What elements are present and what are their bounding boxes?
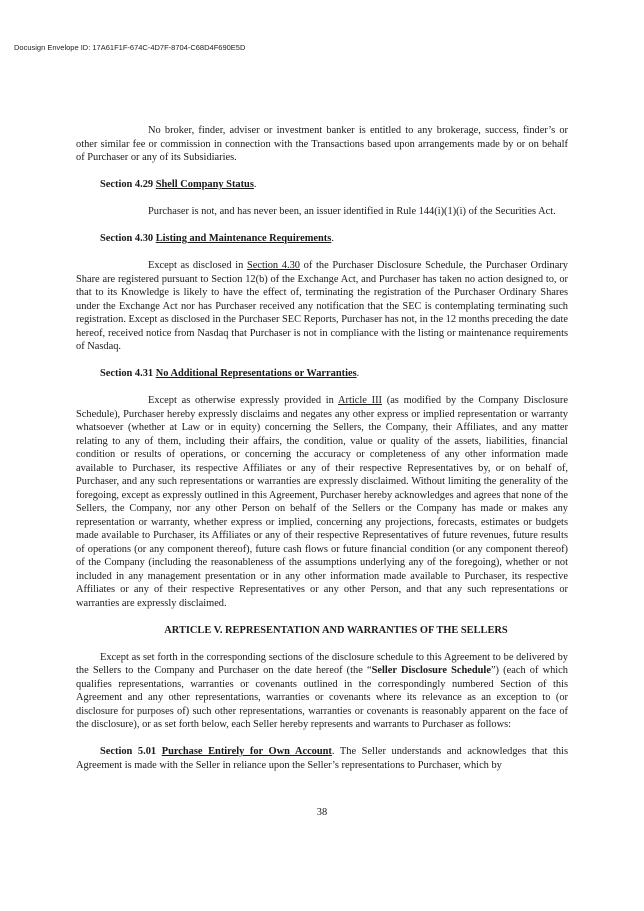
cross-reference-link: Section 4.30 xyxy=(246,260,300,271)
section-4-29-text: Purchaser is not, and has never been, an issuer identified in Rule 144(i)(1)(i) of the Securities Act. xyxy=(148,206,556,217)
section-number: Section 5.01 xyxy=(100,746,157,757)
document-body xyxy=(76,124,568,772)
defined-term: Seller Disclosure Schedule xyxy=(371,665,491,676)
section-number: Section 4.29 xyxy=(100,179,154,190)
section-4-30-heading: Section 4.30 Listing and Maintenance Requirements. xyxy=(100,233,334,244)
section-title: Shell Company Status xyxy=(155,179,254,190)
article-5-intro: Except as set forth in the corresponding sections of the disclosure schedule to this Agreement to be delivered by the Sellers to the Company and Purchaser on the date hereof (the “Seller Disclosure Schedule”) (each of which qualifies representations, warranties or covenants outlined in the correspondingly numbered Section of this Agreement and any other representations, warranties or covenants where its relevance as an exception to (or disclosure for purposes of) such other representations, warranties or covenants is reasonably apparent on the face of the disclosure), or as set forth below, each Seller hereby represents and warrants to Purchaser as follows: xyxy=(76,651,568,730)
section-4-30-text: Except as disclosed in Section 4.30 of the Purchaser Disclosure Schedule, the Purchaser Ordinary Share are registered pursuant to Section 12(b) of the Exchange Act, and Purchaser has taken no action designed to, or that to its Knowledge is likely to have the effect of, terminating the registration of the Purchaser Ordinary Shares under the Exchange Act nor has Purchaser received any notification that the SEC is contemplating terminating such registration. Except as disclosed in the Purchaser SEC Reports, Purchaser has not, in the 12 months preceding the date hereof, received notice from Nasdaq that Purchaser is not in compliance with the listing or maintenance requirements of Nasdaq. xyxy=(76,260,568,352)
docusign-envelope-id: Docusign Envelope ID: 17A61F1F-674C-4D7F-8704-C68D4F690E5D xyxy=(14,43,246,52)
section-4-31-heading: Section 4.31 No Additional Representations or Warranties. xyxy=(100,368,360,379)
broker-paragraph: No broker, finder, adviser or investment banker is entitled to any brokerage, success, finder’s or other similar fee or commission in connection with the Transactions based upon arrangements made by or on behalf of Purchaser or any of its Subsidiaries. xyxy=(76,125,568,163)
section-title: Purchase Entirely for Own Account xyxy=(161,746,332,757)
article-5-title: ARTICLE V. REPRESENTATION AND WARRANTIES OF THE SELLERS xyxy=(164,624,508,636)
section-4-31-text: Except as otherwise expressly provided in Article III (as modified by the Company Disclosure Schedule), Purchaser hereby expressly disclaims and negates any other express or implied representation or warranty whatsoever (whether at Law or in equity) concerning the Sellers, the Company, their Affiliates, and any matter relating to any of them, including their affairs, the condition, value or quality of the assets, liabilities, financial condition or results of operations, or concerning the accuracy or completeness of any other information made available to Purchaser, its respective Affiliates or any of their respective Representatives by, or on behalf of, Purchaser, and any such representations or warranties are expressly disclaimed. Without limiting the generality of the foregoing, except as expressly outlined in this Agreement, Purchaser hereby acknowledges and agrees that none of the Sellers, the Company, nor any other Person on behalf of the Sellers or the Company has made or makes any representation or warranty, whether express or implied, concerning any projections, forecasts, estimates or budgets made available to Purchaser, its Affiliates or any of their respective Representatives of future revenues, future results of operations (or any component thereof), future cash flows or future financial condition (or any component thereof) of the Company (including the reasonableness of the assumptions underlying any of the foregoing), whether or not included in any management presentation or in any other information made available to Purchaser, its respective Affiliates or any of their respective Representatives or any other Person, and that any such representations or warranties are expressly disclaimed. xyxy=(76,395,568,609)
section-title: No Additional Representations or Warranties xyxy=(155,368,357,379)
section-title: Listing and Maintenance Requirements xyxy=(155,233,332,244)
section-number: Section 4.31 xyxy=(100,368,154,379)
section-number: Section 4.30 xyxy=(100,233,154,244)
page-number: 38 xyxy=(316,807,328,818)
section-4-29-heading: Section 4.29 Shell Company Status. xyxy=(100,179,257,190)
section-5-01-paragraph: Section 5.01 Purchase Entirely for Own Account. The Seller understands and acknowledges that this Agreement is made with the Seller in reliance upon the Seller’s representations to Purchaser, which by xyxy=(76,746,568,771)
cross-reference-link: Article III xyxy=(338,395,382,406)
